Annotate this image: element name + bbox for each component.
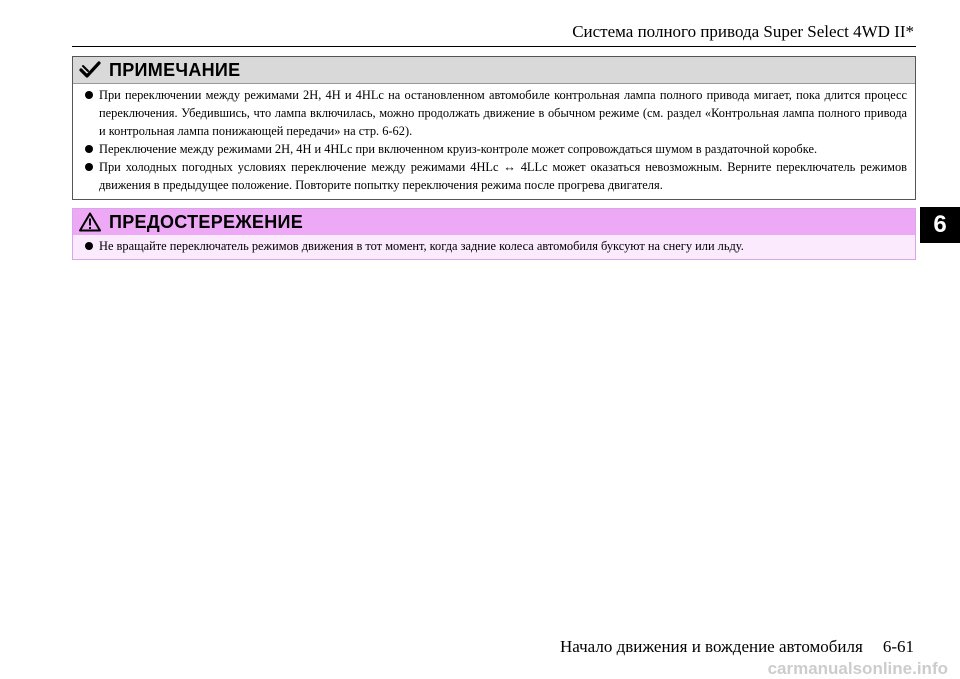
note-item-text: При переключении между режимами 2H, 4H и 4HLc на остановленном автомобиле контрольная лампа полного привода мигает, пока длится процесс переключения. Убедившись, что лампа включилась, можно продолжать движение в обычном режиме (см. раздел «Контрольная лампа полного привода и контрольная лампа понижающей передачи» на стр. 6-62). [99, 88, 907, 138]
note-check-icon [79, 60, 101, 80]
note-item [85, 158, 907, 194]
warning-header [73, 209, 915, 235]
warning-item [85, 237, 907, 255]
note-body [73, 84, 915, 199]
bullet-icon [85, 145, 93, 153]
warning-box [72, 208, 916, 260]
note-title: ПРИМЕЧАНИЕ [109, 59, 241, 80]
watermark: carmanualsonline.info [767, 659, 948, 678]
note-box [72, 56, 916, 200]
bullet-icon [85, 91, 93, 99]
note-item [85, 140, 907, 158]
bullet-icon [85, 242, 93, 250]
note-item-text: При холодных погодных условиях переключение между режимами 4HLc ↔ 4LLc может оказаться невозможным. Верните переключатель режимов движения в предыдущее положение. Повторите попытку переключения режима после прогрева двигателя. [99, 160, 907, 192]
chapter-tab: 6 [920, 207, 960, 243]
note-header [73, 57, 915, 84]
warning-title: ПРЕДОСТЕРЕЖЕНИЕ [109, 211, 304, 232]
note-item-text: Переключение между режимами 2H, 4H и 4HLc при включенном круиз-контроле может сопровождаться шумом в раздаточной коробке. [99, 142, 818, 156]
bullet-icon [85, 163, 93, 171]
warning-body [73, 235, 915, 259]
warning-triangle-icon [79, 212, 101, 232]
footer-section: Начало движения и вождение автомобиля [559, 637, 863, 656]
page-header-title: Система полного привода Super Select 4WD II* [572, 22, 914, 41]
header-divider [72, 46, 916, 47]
note-item [85, 86, 907, 140]
page-number: 6-61 [882, 637, 914, 656]
warning-item-text: Не вращайте переключатель режимов движения в тот момент, когда задние колеса автомобиля буксуют на снегу или льду. [99, 239, 744, 253]
page-footer [560, 637, 914, 657]
